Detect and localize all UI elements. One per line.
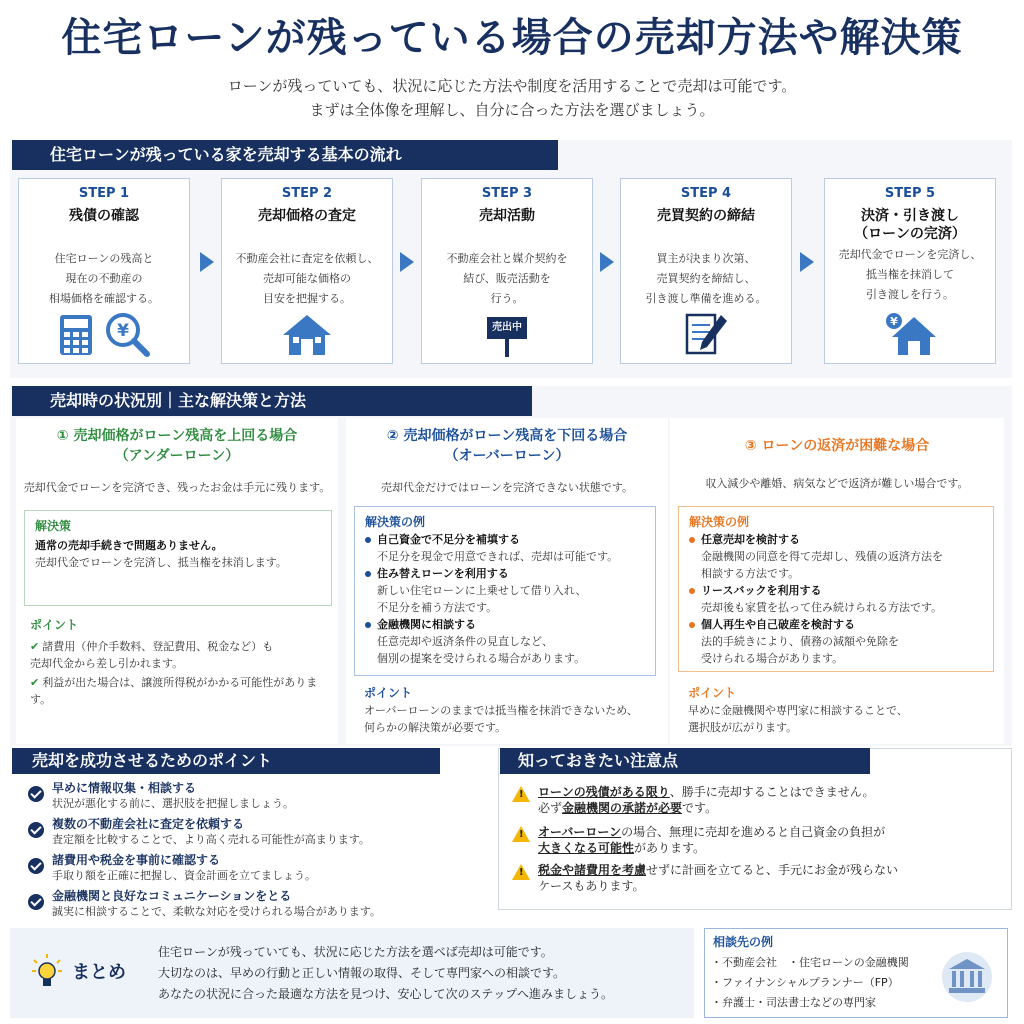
caution-item: ローンの残債がある限り、勝手に売却することはできません。 必ず金融機関の承諾が必要です。: [538, 785, 875, 815]
summary-text: 住宅ローンが残っていても、状況に応じた方法を選べば売却は可能です。 大切なのは、早めの行動と正しい情報の取得、そして専門家への相談です。 あなたの状況に合った最適な方法を見つけ、安心して次のステップへ進みましょう。: [158, 945, 614, 1001]
check-circle-icon: [28, 786, 44, 802]
solution-col-repayment-difficulty: [670, 418, 1004, 744]
check-circle-icon: [28, 858, 44, 874]
step-number: STEP 5: [884, 186, 936, 201]
subtitle-line: ローンが残っていても、状況に応じた方法や制度を活用することで売却は可能です。: [227, 77, 797, 95]
step-title: 売買契約の締結: [657, 208, 755, 224]
solution-heading: ① 売却価格がローン残高を上回る場合 （アンダーローン）: [56, 428, 298, 464]
cautions-heading: 知っておきたい注意点: [500, 748, 870, 774]
for-sale-sign-icon: [484, 313, 530, 357]
contact-item: ・ファイナンシャルプランナー（FP）: [711, 976, 899, 989]
step-title: 残債の確認: [69, 208, 139, 224]
step-card-5: [824, 178, 996, 364]
summary-panel: [10, 928, 694, 1018]
point-title: ポイント: [364, 686, 413, 700]
step-card-4: [620, 178, 792, 364]
svg-text:¥: ¥: [117, 321, 129, 341]
step-number: STEP 4: [680, 186, 732, 201]
tips-heading: 売却を成功させるためのポイント: [12, 748, 440, 774]
step-description: 売却代金でローンを完済し、 抵当権を抹消して 引き渡しを行う。: [838, 248, 982, 301]
bank-building-icon: [941, 951, 993, 1003]
tips-list: [12, 778, 490, 920]
step-card-1: [18, 178, 190, 364]
step-card-2: [221, 178, 393, 364]
step-description: 不動産会社と媒介契約を 結び、販売活動を 行う。: [446, 252, 568, 305]
flow-heading: 住宅ローンが残っている家を売却する基本の流れ: [12, 140, 558, 170]
point-title: ポイント: [30, 618, 79, 632]
step-number: STEP 3: [481, 186, 533, 201]
svg-text:¥: ¥: [890, 315, 898, 328]
solution-lead: 売却代金でローンを完済でき、残ったお金は手元に残ります。: [23, 481, 331, 494]
subtitle-line: まずは全体像を理解し、自分に合った方法を選びましょう。: [309, 101, 715, 119]
step-number: STEP 1: [78, 186, 130, 201]
solution-heading: ② 売却価格がローン残高を下回る場合 （オーバーローン）: [386, 428, 628, 464]
contact-item: ・弁護士・司法書士などの専門家: [711, 996, 876, 1009]
caution-item: オーバーローンの場合、無理に売却を進めると自己資金の負担が 大きくなる可能性があります。: [538, 825, 886, 855]
contacts-list: [711, 953, 909, 1013]
point-block: [688, 684, 998, 736]
point-text: オーバーローンのままでは抵当権を抹消できないため、 何らかの解決策が必要です。: [364, 704, 638, 734]
check-icon: ✔: [30, 640, 40, 653]
step-arrow-icon: [800, 252, 814, 272]
page-title: 住宅ローンが残っている場合の売却方法や解決策: [61, 14, 963, 61]
step-arrow-icon: [200, 252, 214, 272]
point-block: [30, 616, 330, 708]
step-number: STEP 2: [281, 186, 333, 201]
house-icon: [281, 313, 333, 357]
solution-lead: 売却代金だけではローンを完済できない状態です。: [381, 481, 633, 494]
solution-box: [24, 510, 332, 606]
check-circle-icon: [28, 894, 44, 910]
point-block: [364, 684, 664, 736]
contact-item: ・不動産会社 ・住宅ローンの金融機関: [711, 956, 909, 969]
solution-col-overloan: [346, 418, 668, 744]
tip-item: 金融機関と良好なコミュニケーションをとる 誠実に相談することで、柔軟な対応を受けられる場合があります。: [52, 889, 381, 918]
sign-text: 売出中: [487, 317, 527, 339]
tip-item: 早めに情報収集・相談する 状況が悪化する前に、選択肢を把握しましょう。: [52, 781, 294, 810]
step-description: 不動産会社に査定を依頼し、 売却可能な価格の 目安を把握する。: [235, 252, 379, 305]
solution-item-title: リースバックを利用する: [689, 582, 983, 599]
solution-box: [354, 506, 656, 676]
warning-icon: !: [512, 786, 530, 802]
solution-item-title: 住み替えローンを利用する: [365, 565, 645, 582]
solutions-heading: 売却時の状況別｜主な解決策と方法: [12, 386, 532, 416]
solution-item-title: 金融機関に相談する: [365, 616, 645, 633]
point-text: 早めに金融機関や専門家に相談することで、 選択肢が広がります。: [688, 704, 908, 734]
solution-box: [678, 506, 994, 672]
step-card-3: [421, 178, 593, 364]
tip-item: 諸費用や税金を事前に確認する 手取り額を正確に把握し、資金計画を立てましょう。: [52, 853, 316, 882]
step-description: 住宅ローンの残高と 現在の不動産の 相場価格を確認する。: [49, 252, 159, 305]
calculator-icon: [58, 313, 94, 357]
contract-pen-icon: [683, 311, 729, 357]
solution-lead: 収入減少や離婚、病気などで返済が難しい場合です。: [705, 477, 969, 490]
step-arrow-icon: [400, 252, 414, 272]
step-description: 買主が決まり次第、 売買契約を締結し、 引き渡し準備を進める。: [645, 252, 767, 305]
step-title: 売却価格の査定: [258, 208, 356, 224]
solution-item-text: 任意売却や返済条件の見直しなど、 個別の提案を受けられる場合があります。: [377, 635, 586, 665]
yen-house-icon: [882, 311, 938, 357]
point-title: ポイント: [688, 686, 737, 700]
box-title: 解決策の例: [365, 515, 426, 529]
solution-col-underloan: [16, 418, 338, 744]
solution-heading: ③ ローンの返済が困難な場合: [744, 438, 930, 454]
solution-item-text: 金融機関の同意を得て売却し、残債の返済方法を 相談する方法です。: [701, 550, 943, 580]
box-text: 売却代金でローンを完済し、抵当権を抹消します。: [35, 556, 287, 569]
summary-label: まとめ: [72, 962, 126, 983]
lightbulb-icon: [32, 954, 62, 990]
solution-item-text: 新しい住宅ローンに上乗せして借り入れ、 不足分を補う方法です。: [377, 584, 587, 614]
solution-item-text: 法的手続きにより、債務の減額や免除を 受けられる場合があります。: [701, 635, 899, 665]
contacts-title: 相談先の例: [713, 935, 774, 949]
warning-icon: !: [512, 864, 530, 880]
solution-item-title: 任意売却を検討する: [689, 531, 983, 548]
solution-item-text: 不足分を現金で用意できれば、売却は可能です。: [377, 550, 619, 563]
box-bold-text: 通常の売却手続きで問題ありません。: [35, 539, 223, 552]
solution-item-text: 売却後も家賃を払って住み続けられる方法です。: [701, 601, 943, 614]
yen-magnifier-icon: [104, 311, 150, 357]
step-title: 決済・引き渡し （ローンの完済）: [854, 208, 966, 242]
solution-item-title: 自己資金で不足分を補填する: [365, 531, 645, 548]
caution-item: 税金や諸費用を考慮せずに計画を立てると、手元にお金が残らない ケースもあります。: [538, 863, 899, 893]
solution-item-title: 個人再生や自己破産を検討する: [689, 616, 983, 633]
step-title: 売却活動: [479, 208, 535, 224]
contacts-panel: [704, 928, 1008, 1018]
point-item: ✔ 利益が出た場合は、譲渡所得税がかかる可能性があります。: [30, 676, 318, 706]
page-subtitle: [0, 74, 1024, 122]
box-title: 解決策: [35, 519, 72, 533]
box-title: 解決策の例: [689, 515, 750, 529]
check-circle-icon: [28, 822, 44, 838]
warning-icon: !: [512, 826, 530, 842]
check-icon: ✔: [30, 676, 40, 689]
point-item: ✔ 諸費用（仲介手数料、登記費用、税金など）も 売却代金から差し引かれます。: [30, 640, 274, 670]
tip-item: 複数の不動産会社に査定を依頼する 査定額を比較することで、より高く売れる可能性が高まります。: [52, 817, 370, 846]
step-arrow-icon: [600, 252, 614, 272]
